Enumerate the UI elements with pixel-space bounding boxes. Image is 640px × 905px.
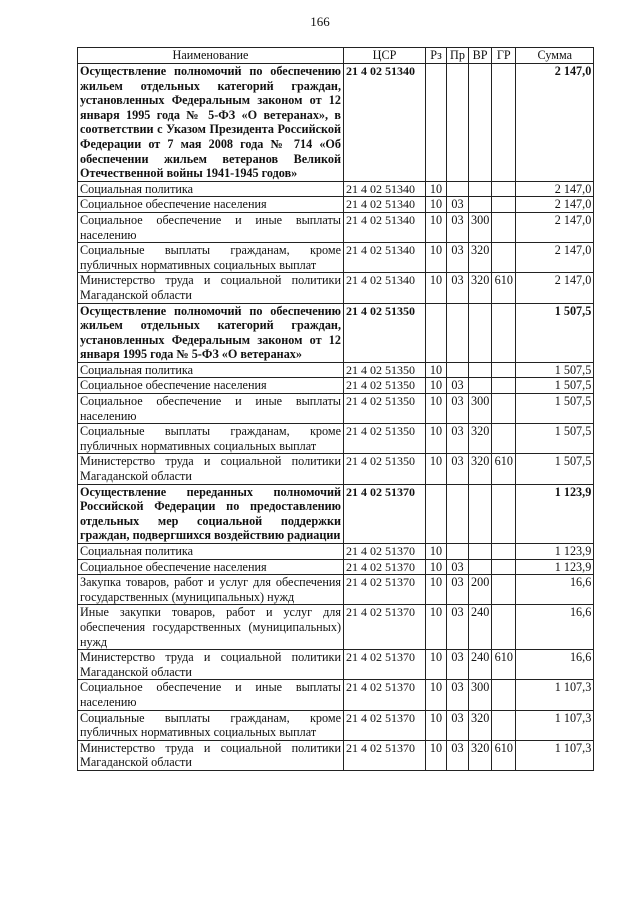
cell-name: Министерство труда и социальной политики Магаданской области <box>78 650 344 680</box>
header-rz: Рз <box>426 48 447 64</box>
cell-name: Осуществление полномочий по обеспечению жильем отдельных категорий граждан, установленных Федеральным законом от 12 января 1995 года № 5-ФЗ «О ветеранах», в соответствии с Указом Президента Российской Федерации от 7 мая 2008 года № 714 «Об обеспечении жильем ветеранов Великой Отечественной войны 1941-1945 годов» <box>78 64 344 182</box>
header-gr: ГР <box>492 48 516 64</box>
cell-pr: 03 <box>447 575 469 605</box>
header-pr: Пр <box>447 48 469 64</box>
cell-gr <box>492 362 516 378</box>
cell-name: Осуществление переданных полномочий Российской Федерации по предоставлению отдельных мер социальной поддержки граждан, подвергшихся воздействию радиации <box>78 484 344 543</box>
table-row <box>78 394 594 424</box>
table-row <box>78 484 594 543</box>
cell-vr: 240 <box>469 605 492 650</box>
cell-sum: 1 107,3 <box>516 740 594 770</box>
cell-csr: 21 4 02 51340 <box>344 197 426 213</box>
table-row <box>78 575 594 605</box>
table-row <box>78 212 594 242</box>
cell-pr: 03 <box>447 650 469 680</box>
cell-vr <box>469 181 492 197</box>
cell-sum: 16,6 <box>516 650 594 680</box>
table-row <box>78 181 594 197</box>
cell-gr <box>492 575 516 605</box>
cell-name: Социальное обеспечение населения <box>78 197 344 213</box>
cell-gr <box>492 544 516 560</box>
cell-sum: 1 123,9 <box>516 484 594 543</box>
cell-pr <box>447 64 469 182</box>
cell-gr <box>492 378 516 394</box>
cell-name: Иные закупки товаров, работ и услуг для обеспечения государственных (муниципальных) нужд <box>78 605 344 650</box>
cell-sum: 1 507,5 <box>516 394 594 424</box>
cell-gr <box>492 243 516 273</box>
header-vr: ВР <box>469 48 492 64</box>
cell-csr: 21 4 02 51370 <box>344 575 426 605</box>
table-row <box>78 544 594 560</box>
cell-rz: 10 <box>426 575 447 605</box>
budget-table <box>77 47 594 771</box>
cell-csr: 21 4 02 51340 <box>344 212 426 242</box>
cell-sum: 16,6 <box>516 575 594 605</box>
cell-csr: 21 4 02 51370 <box>344 740 426 770</box>
cell-pr: 03 <box>447 680 469 710</box>
cell-pr <box>447 544 469 560</box>
cell-rz: 10 <box>426 273 447 303</box>
cell-rz: 10 <box>426 740 447 770</box>
cell-gr <box>492 64 516 182</box>
cell-name: Социальные выплаты гражданам, кроме публичных нормативных социальных выплат <box>78 710 344 740</box>
cell-rz: 10 <box>426 424 447 454</box>
cell-pr: 03 <box>447 710 469 740</box>
cell-vr: 200 <box>469 575 492 605</box>
cell-name: Социальные выплаты гражданам, кроме публичных нормативных социальных выплат <box>78 243 344 273</box>
cell-sum: 2 147,0 <box>516 243 594 273</box>
cell-name: Социальное обеспечение населения <box>78 378 344 394</box>
cell-gr: 610 <box>492 740 516 770</box>
cell-csr: 21 4 02 51350 <box>344 362 426 378</box>
cell-name: Социальное обеспечение населения <box>78 559 344 575</box>
table-row <box>78 650 594 680</box>
cell-csr: 21 4 02 51370 <box>344 650 426 680</box>
cell-rz: 10 <box>426 197 447 213</box>
table-row <box>78 454 594 484</box>
cell-pr: 03 <box>447 394 469 424</box>
table-row <box>78 680 594 710</box>
page-number: 166 <box>310 14 330 29</box>
cell-pr: 03 <box>447 454 469 484</box>
cell-name: Министерство труда и социальной политики Магаданской области <box>78 454 344 484</box>
cell-pr: 03 <box>447 740 469 770</box>
cell-name: Социальные выплаты гражданам, кроме публичных нормативных социальных выплат <box>78 424 344 454</box>
cell-sum: 2 147,0 <box>516 64 594 182</box>
cell-gr <box>492 197 516 213</box>
cell-csr: 21 4 02 51350 <box>344 454 426 484</box>
cell-pr <box>447 484 469 543</box>
cell-rz: 10 <box>426 650 447 680</box>
cell-sum: 1 507,5 <box>516 424 594 454</box>
cell-csr: 21 4 02 51350 <box>344 303 426 362</box>
cell-sum: 1 507,5 <box>516 362 594 378</box>
cell-sum: 1 107,3 <box>516 710 594 740</box>
cell-csr: 21 4 02 51370 <box>344 559 426 575</box>
cell-rz <box>426 303 447 362</box>
table-row <box>78 243 594 273</box>
table-row <box>78 273 594 303</box>
cell-name: Социальное обеспечение и иные выплаты населению <box>78 212 344 242</box>
cell-vr <box>469 362 492 378</box>
cell-gr: 610 <box>492 273 516 303</box>
cell-vr: 300 <box>469 394 492 424</box>
header-sum: Сумма <box>516 48 594 64</box>
cell-vr <box>469 544 492 560</box>
cell-name: Социальное обеспечение и иные выплаты населению <box>78 394 344 424</box>
cell-sum: 2 147,0 <box>516 197 594 213</box>
cell-vr: 320 <box>469 273 492 303</box>
cell-gr <box>492 710 516 740</box>
cell-rz: 10 <box>426 243 447 273</box>
cell-csr: 21 4 02 51340 <box>344 181 426 197</box>
cell-vr <box>469 559 492 575</box>
cell-pr: 03 <box>447 212 469 242</box>
cell-name: Осуществление полномочий по обеспечению жильем отдельных категорий граждан, установленных Федеральным законом от 12 января 1995 года № 5-ФЗ «О ветеранах» <box>78 303 344 362</box>
cell-sum: 1 123,9 <box>516 559 594 575</box>
cell-name: Министерство труда и социальной политики Магаданской области <box>78 740 344 770</box>
cell-rz: 10 <box>426 212 447 242</box>
cell-csr: 21 4 02 51370 <box>344 680 426 710</box>
cell-name: Социальная политика <box>78 362 344 378</box>
cell-name: Министерство труда и социальной политики Магаданской области <box>78 273 344 303</box>
cell-csr: 21 4 02 51350 <box>344 424 426 454</box>
cell-name: Социальная политика <box>78 181 344 197</box>
cell-sum: 2 147,0 <box>516 212 594 242</box>
cell-csr: 21 4 02 51370 <box>344 484 426 543</box>
cell-csr: 21 4 02 51370 <box>344 605 426 650</box>
cell-rz <box>426 64 447 182</box>
table-row <box>78 424 594 454</box>
cell-vr <box>469 64 492 182</box>
cell-vr: 320 <box>469 424 492 454</box>
cell-rz: 10 <box>426 710 447 740</box>
table-row <box>78 710 594 740</box>
cell-rz: 10 <box>426 454 447 484</box>
cell-sum: 1 507,5 <box>516 378 594 394</box>
table-row <box>78 378 594 394</box>
cell-rz: 10 <box>426 394 447 424</box>
table-body <box>78 64 594 771</box>
cell-vr <box>469 484 492 543</box>
cell-gr <box>492 181 516 197</box>
cell-rz: 10 <box>426 362 447 378</box>
cell-name: Закупка товаров, работ и услуг для обеспечения государственных (муниципальных) нужд <box>78 575 344 605</box>
cell-gr <box>492 559 516 575</box>
cell-rz: 10 <box>426 544 447 560</box>
cell-pr: 03 <box>447 273 469 303</box>
cell-name: Социальное обеспечение и иные выплаты населению <box>78 680 344 710</box>
cell-pr: 03 <box>447 559 469 575</box>
cell-rz: 10 <box>426 680 447 710</box>
cell-gr <box>492 394 516 424</box>
cell-vr: 320 <box>469 710 492 740</box>
cell-pr: 03 <box>447 424 469 454</box>
cell-vr: 320 <box>469 243 492 273</box>
cell-vr: 320 <box>469 740 492 770</box>
cell-sum: 1 507,5 <box>516 454 594 484</box>
table-header-row <box>78 48 594 64</box>
cell-sum: 2 147,0 <box>516 181 594 197</box>
cell-pr: 03 <box>447 243 469 273</box>
cell-csr: 21 4 02 51340 <box>344 243 426 273</box>
cell-name: Социальная политика <box>78 544 344 560</box>
cell-gr <box>492 303 516 362</box>
cell-vr: 300 <box>469 212 492 242</box>
cell-csr: 21 4 02 51350 <box>344 378 426 394</box>
cell-gr <box>492 680 516 710</box>
table-row <box>78 303 594 362</box>
cell-vr <box>469 197 492 213</box>
table-row <box>78 64 594 182</box>
cell-csr: 21 4 02 51350 <box>344 394 426 424</box>
cell-sum: 1 107,3 <box>516 680 594 710</box>
cell-sum: 16,6 <box>516 605 594 650</box>
cell-csr: 21 4 02 51340 <box>344 273 426 303</box>
cell-vr: 240 <box>469 650 492 680</box>
cell-csr: 21 4 02 51370 <box>344 544 426 560</box>
cell-pr: 03 <box>447 378 469 394</box>
cell-sum: 1 507,5 <box>516 303 594 362</box>
cell-vr <box>469 303 492 362</box>
cell-gr <box>492 212 516 242</box>
table-row <box>78 362 594 378</box>
header-csr: ЦСР <box>344 48 426 64</box>
cell-gr: 610 <box>492 454 516 484</box>
cell-pr <box>447 181 469 197</box>
cell-pr <box>447 303 469 362</box>
cell-rz: 10 <box>426 181 447 197</box>
table-row <box>78 197 594 213</box>
cell-rz: 10 <box>426 559 447 575</box>
cell-rz: 10 <box>426 605 447 650</box>
cell-gr: 610 <box>492 650 516 680</box>
table-row <box>78 559 594 575</box>
cell-sum: 2 147,0 <box>516 273 594 303</box>
cell-gr <box>492 605 516 650</box>
header-name: Наименование <box>78 48 344 64</box>
cell-csr: 21 4 02 51370 <box>344 710 426 740</box>
cell-csr: 21 4 02 51340 <box>344 64 426 182</box>
cell-rz <box>426 484 447 543</box>
cell-vr: 300 <box>469 680 492 710</box>
cell-sum: 1 123,9 <box>516 544 594 560</box>
table-row <box>78 605 594 650</box>
cell-pr: 03 <box>447 605 469 650</box>
cell-vr <box>469 378 492 394</box>
cell-gr <box>492 484 516 543</box>
cell-gr <box>492 424 516 454</box>
table-row <box>78 740 594 770</box>
cell-vr: 320 <box>469 454 492 484</box>
cell-pr <box>447 362 469 378</box>
cell-pr: 03 <box>447 197 469 213</box>
cell-rz: 10 <box>426 378 447 394</box>
